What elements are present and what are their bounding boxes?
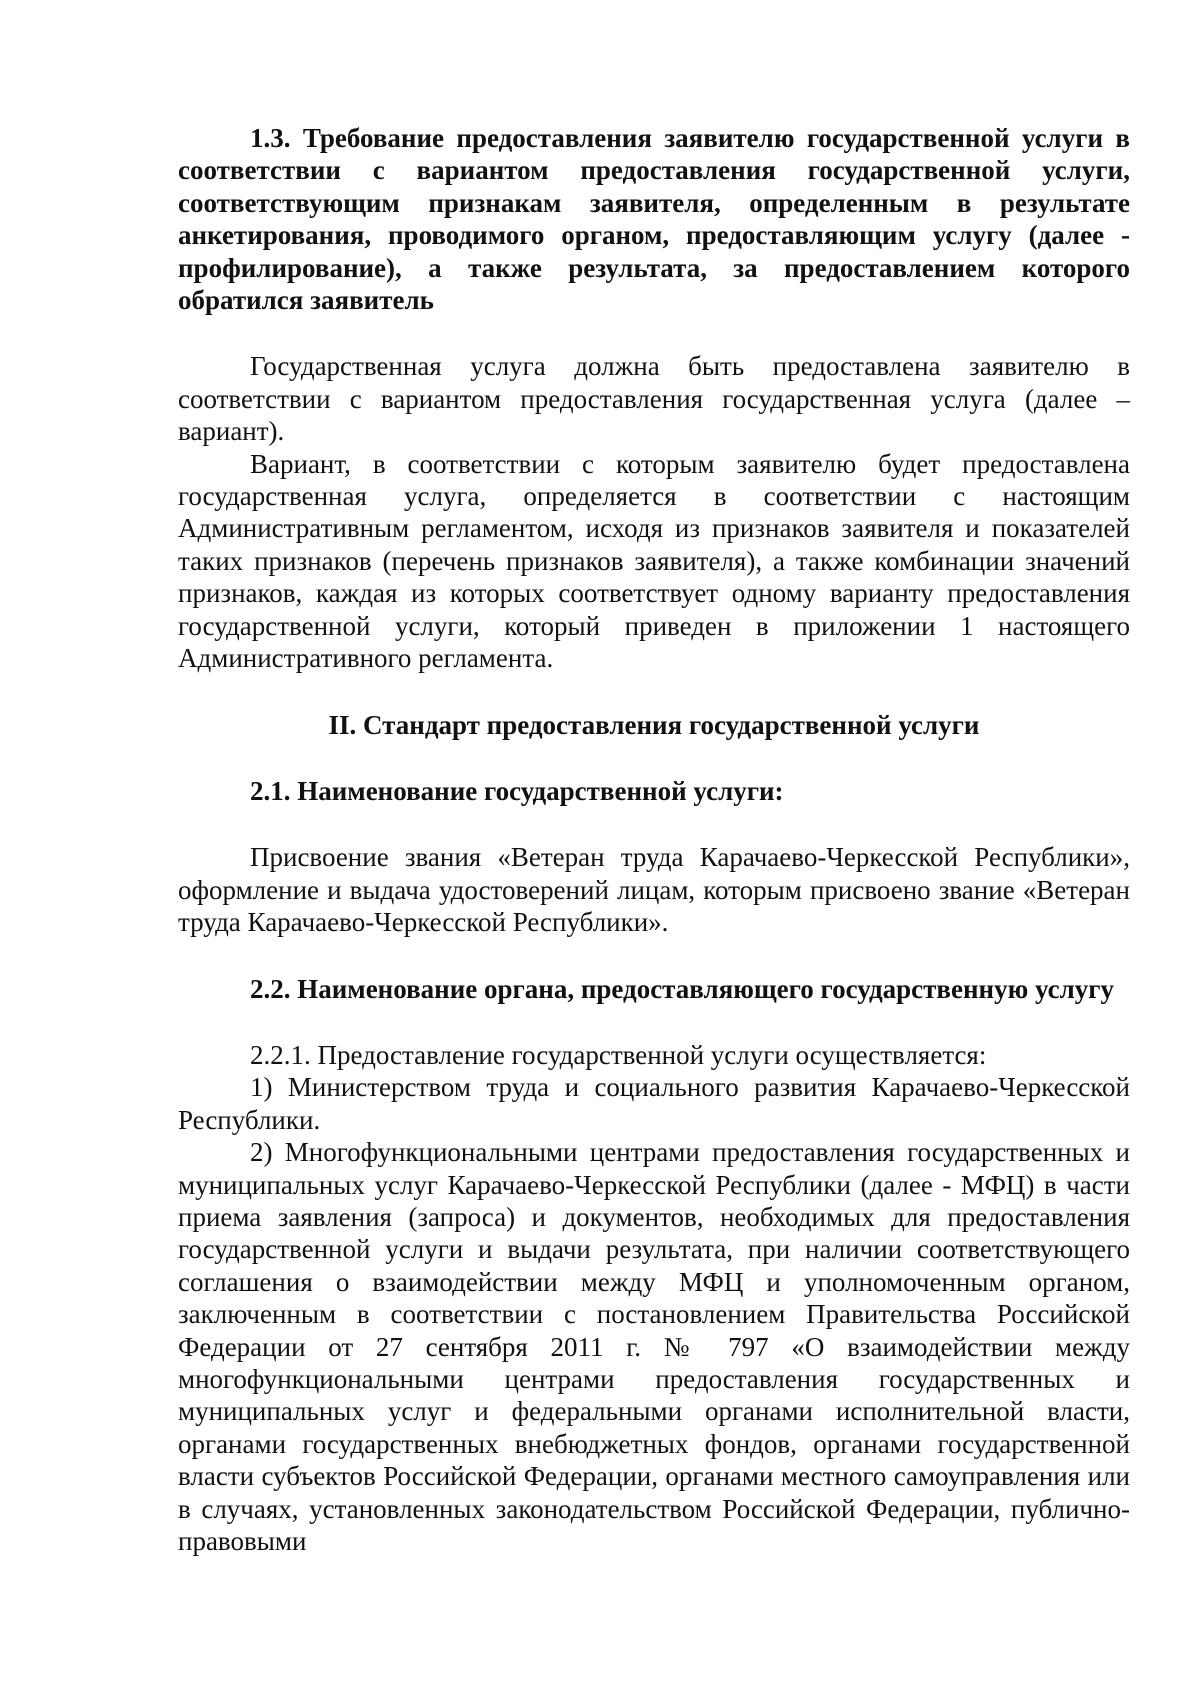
section-2-2-1-paragraph: 2.2.1. Предоставление государственной услуги осуществляется: (250, 1039, 987, 1070)
section-2-1-heading: 2.1. Наименование государственной услуги: (250, 775, 784, 806)
section-1-3-paragraph-2: Вариант, в соответствии с которым заявителю будет предоставлена государственная услуга, определяется в соответствии с настоящим Административным регламентом, исходя из признаков заявителя и показателей таких признаков (перечень признаков заявителя), а также комбинации значений признаков, каждая из которых соответствует одному варианту предоставления государственной услуги, который приведен в приложении 1 настоящего Административного регламента. (178, 448, 1130, 674)
section-1-3-heading: 1.3. Требование предоставления заявителю государственной услуги в соответствии с вариантом предоставления государственной услуги, соответствующим признакам заявителя, определенным в результате анкетирования, проводимого органом, предоставляющим услугу (далее - профилирование), а также результата, за предоставлением которого обратился заявитель (178, 123, 1130, 316)
document-page (178, 122, 1130, 1557)
section-2-1-paragraph: Присвоение звания «Ветеран труда Карачаево-Черкесской Республики», оформление и выдача удостоверений лицам, которым присвоено звание «Ветеран труда Карачаево-Черкесской Республики». (178, 842, 1130, 938)
section-2-2-item-1: 1) Министерством труда и социального развития Карачаево-Черкесской Республики. (178, 1072, 1130, 1135)
section-2-2-heading: 2.2. Наименование органа, предоставляющего государственную услугу (250, 973, 1115, 1004)
chapter-2-title: II. Стандарт предоставления государственной услуги (328, 709, 980, 740)
section-2-2-item-2: 2) Многофункциональными центрами предоставления государственных и муниципальных услуг Карачаево-Черкесской Республики (далее - МФЦ) в части приема заявления (запроса) и документов, необходимых для предоставления государственной услуги и выдачи результата, при наличии соответствующего соглашения о взаимодействии между МФЦ и уполномоченным органом, заключенным в соответствии с постановлением Правительства Российской Федерации от 27 сентября 2011 г. № 797 «О взаимодействии между многофункциональными центрами предоставления государственных и муниципальных услуг и федеральными органами исполнительной власти, органами государственных внебюджетных фондов, органами государственной власти субъектов Российской Федерации, органами местного самоуправления или в случаях, установленных законодательством Российской Федерации, публично-правовыми (178, 1137, 1130, 1557)
section-1-3-paragraph-1: Государственная услуга должна быть предоставлена заявителю в соответствии с вариантом предоставления государственная услуга (далее – вариант). (178, 351, 1130, 447)
